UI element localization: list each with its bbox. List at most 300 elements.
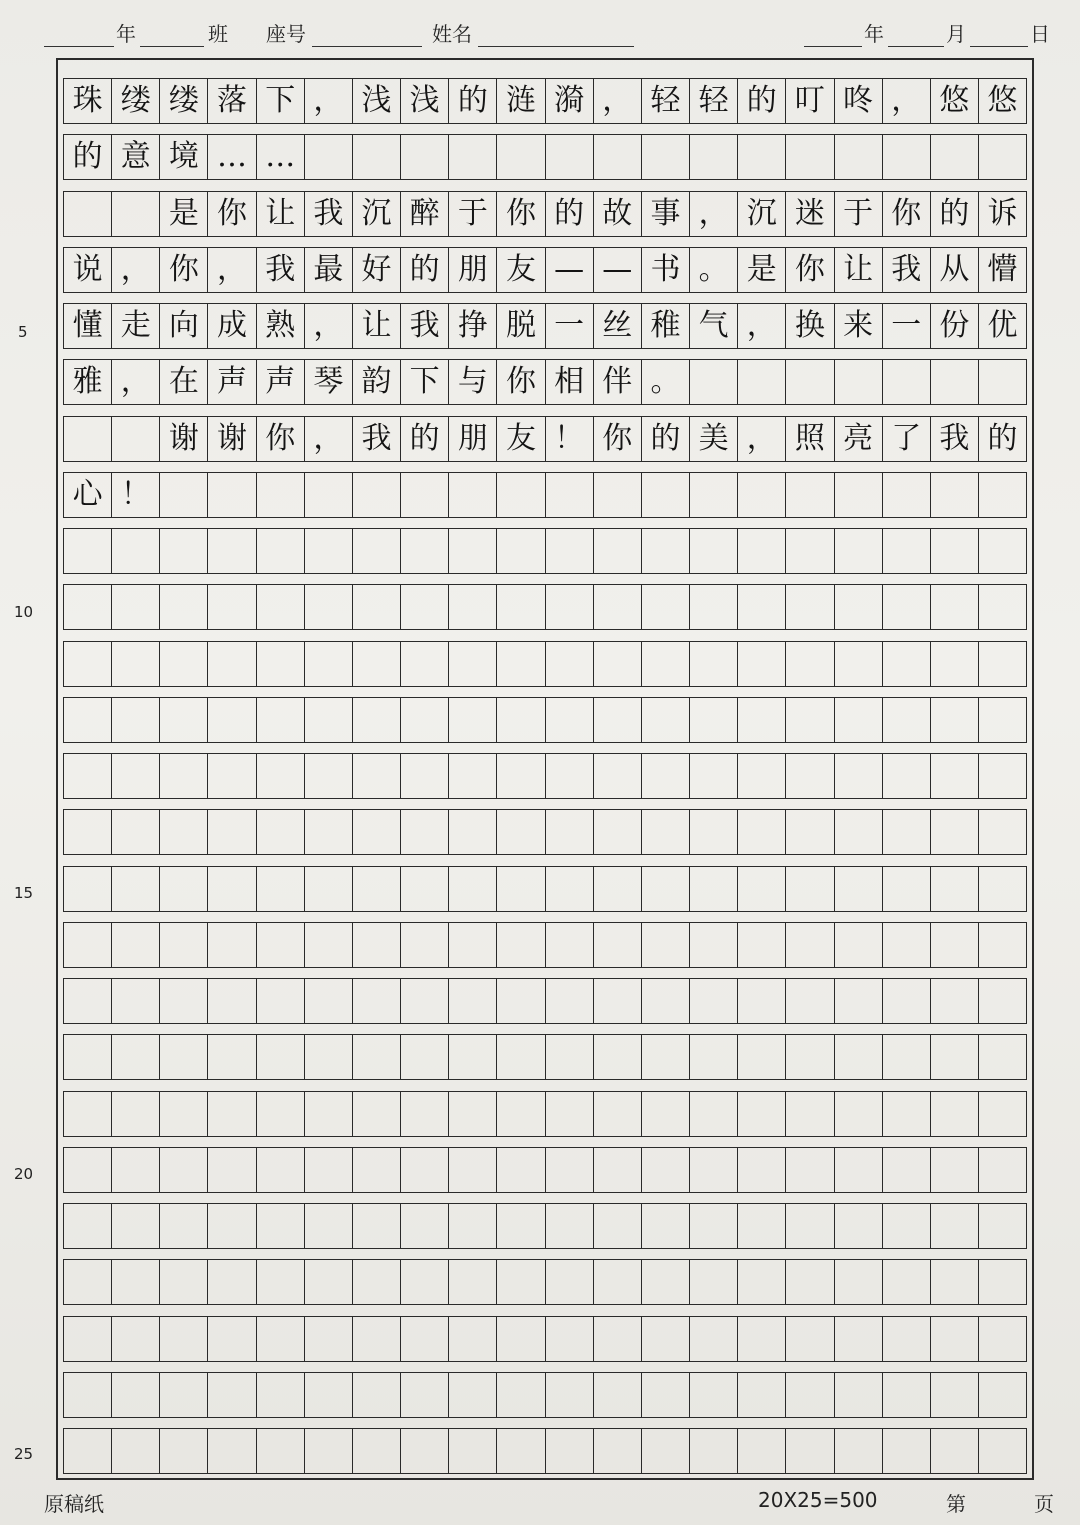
grid-cell[interactable] bbox=[353, 867, 401, 911]
grid-cell[interactable] bbox=[931, 1204, 979, 1248]
grid-cell[interactable] bbox=[786, 979, 834, 1023]
grid-cell[interactable] bbox=[979, 360, 1027, 404]
grid-cell[interactable]: ， bbox=[208, 248, 256, 292]
grid-cell[interactable] bbox=[449, 642, 497, 686]
grid-cell[interactable] bbox=[112, 810, 160, 854]
grid-cell[interactable] bbox=[690, 1148, 738, 1192]
grid-cell[interactable]: 让 bbox=[353, 304, 401, 348]
grid-cell[interactable] bbox=[738, 754, 786, 798]
grid-cell[interactable] bbox=[835, 923, 883, 967]
grid-cell[interactable] bbox=[883, 360, 931, 404]
grid-cell[interactable] bbox=[63, 698, 112, 742]
grid-cell[interactable] bbox=[353, 698, 401, 742]
grid-cell[interactable] bbox=[979, 1317, 1027, 1361]
grid-cell[interactable]: 谢 bbox=[160, 417, 208, 461]
grid-cell[interactable] bbox=[690, 1204, 738, 1248]
grid-cell[interactable] bbox=[63, 1148, 112, 1192]
grid-cell[interactable] bbox=[931, 135, 979, 179]
grid-cell[interactable]: 故 bbox=[594, 192, 642, 236]
grid-cell[interactable] bbox=[786, 867, 834, 911]
grid-cell[interactable] bbox=[497, 135, 545, 179]
grid-cell[interactable] bbox=[738, 1373, 786, 1417]
grid-cell[interactable] bbox=[738, 979, 786, 1023]
grid-cell[interactable] bbox=[931, 529, 979, 573]
grid-cell[interactable] bbox=[305, 473, 353, 517]
grid-cell[interactable] bbox=[594, 923, 642, 967]
grid-cell[interactable] bbox=[979, 1035, 1027, 1079]
grid-cell[interactable] bbox=[160, 1373, 208, 1417]
grid-cell[interactable] bbox=[931, 1035, 979, 1079]
grid-cell[interactable] bbox=[401, 1092, 449, 1136]
grid-cell[interactable] bbox=[738, 642, 786, 686]
grid-cell[interactable]: 的 bbox=[642, 417, 690, 461]
grid-cell[interactable] bbox=[883, 1260, 931, 1304]
grid-cell[interactable] bbox=[208, 1204, 256, 1248]
grid-cell[interactable] bbox=[883, 1317, 931, 1361]
grid-cell[interactable] bbox=[883, 1429, 931, 1473]
grid-cell[interactable] bbox=[305, 529, 353, 573]
grid-cell[interactable]: ， bbox=[738, 417, 786, 461]
grid-cell[interactable] bbox=[208, 1260, 256, 1304]
grid-cell[interactable]: ， bbox=[594, 79, 642, 123]
grid-cell[interactable] bbox=[63, 529, 112, 573]
grid-cell[interactable] bbox=[497, 473, 545, 517]
grid-cell[interactable] bbox=[738, 135, 786, 179]
grid-cell[interactable] bbox=[835, 979, 883, 1023]
grid-cell[interactable] bbox=[738, 867, 786, 911]
grid-cell[interactable] bbox=[690, 923, 738, 967]
grid-cell[interactable] bbox=[835, 867, 883, 911]
grid-cell[interactable] bbox=[931, 923, 979, 967]
grid-cell[interactable] bbox=[835, 810, 883, 854]
grid-cell[interactable] bbox=[642, 1373, 690, 1417]
grid-cell[interactable] bbox=[401, 1317, 449, 1361]
grid-cell[interactable] bbox=[160, 867, 208, 911]
grid-cell[interactable] bbox=[546, 135, 594, 179]
grid-cell[interactable] bbox=[883, 1204, 931, 1248]
grid-cell[interactable] bbox=[353, 1035, 401, 1079]
grid-cell[interactable] bbox=[835, 1260, 883, 1304]
grid-cell[interactable] bbox=[883, 1035, 931, 1079]
grid-cell[interactable] bbox=[642, 923, 690, 967]
grid-cell[interactable] bbox=[208, 1429, 256, 1473]
grid-cell[interactable] bbox=[835, 585, 883, 629]
blank-line-class[interactable] bbox=[140, 46, 204, 47]
grid-cell[interactable] bbox=[449, 923, 497, 967]
grid-cell[interactable] bbox=[690, 585, 738, 629]
grid-cell[interactable] bbox=[305, 1317, 353, 1361]
grid-cell[interactable] bbox=[835, 1373, 883, 1417]
grid-cell[interactable] bbox=[497, 1429, 545, 1473]
grid-cell[interactable] bbox=[353, 529, 401, 573]
grid-cell[interactable] bbox=[738, 1092, 786, 1136]
grid-cell[interactable] bbox=[449, 135, 497, 179]
grid-cell[interactable] bbox=[401, 1429, 449, 1473]
grid-cell[interactable] bbox=[883, 979, 931, 1023]
grid-cell[interactable]: ！ bbox=[112, 473, 160, 517]
grid-cell[interactable] bbox=[257, 1204, 305, 1248]
grid-cell[interactable] bbox=[690, 642, 738, 686]
grid-cell[interactable]: 懂 bbox=[63, 304, 112, 348]
grid-cell[interactable]: 向 bbox=[160, 304, 208, 348]
grid-cell[interactable] bbox=[786, 810, 834, 854]
grid-cell[interactable] bbox=[979, 585, 1027, 629]
grid-cell[interactable] bbox=[63, 1429, 112, 1473]
grid-cell[interactable] bbox=[353, 135, 401, 179]
grid-cell[interactable] bbox=[594, 1260, 642, 1304]
grid-cell[interactable]: 友 bbox=[497, 248, 545, 292]
grid-cell[interactable] bbox=[160, 810, 208, 854]
grid-cell[interactable] bbox=[112, 867, 160, 911]
grid-cell[interactable] bbox=[546, 473, 594, 517]
grid-cell[interactable]: 一 bbox=[546, 304, 594, 348]
grid-cell[interactable] bbox=[497, 529, 545, 573]
grid-cell[interactable] bbox=[786, 642, 834, 686]
grid-cell[interactable]: 你 bbox=[160, 248, 208, 292]
grid-cell[interactable]: 了 bbox=[883, 417, 931, 461]
grid-cell[interactable] bbox=[642, 1429, 690, 1473]
grid-cell[interactable] bbox=[690, 1092, 738, 1136]
grid-cell[interactable] bbox=[160, 642, 208, 686]
grid-cell[interactable] bbox=[353, 473, 401, 517]
grid-cell[interactable] bbox=[497, 1092, 545, 1136]
grid-cell[interactable] bbox=[401, 473, 449, 517]
grid-cell[interactable] bbox=[835, 1148, 883, 1192]
grid-cell[interactable]: 谢 bbox=[208, 417, 256, 461]
grid-cell[interactable] bbox=[594, 698, 642, 742]
grid-cell[interactable] bbox=[401, 923, 449, 967]
grid-cell[interactable]: 迷 bbox=[786, 192, 834, 236]
grid-cell[interactable] bbox=[786, 135, 834, 179]
grid-cell[interactable] bbox=[835, 642, 883, 686]
grid-cell[interactable] bbox=[979, 1148, 1027, 1192]
grid-cell[interactable] bbox=[835, 1035, 883, 1079]
grid-cell[interactable] bbox=[642, 1148, 690, 1192]
grid-cell[interactable] bbox=[979, 529, 1027, 573]
grid-cell[interactable]: 声 bbox=[257, 360, 305, 404]
grid-cell[interactable] bbox=[738, 1035, 786, 1079]
grid-cell[interactable] bbox=[931, 867, 979, 911]
grid-cell[interactable] bbox=[353, 923, 401, 967]
grid-cell[interactable] bbox=[305, 1035, 353, 1079]
grid-cell[interactable]: 。 bbox=[690, 248, 738, 292]
grid-cell[interactable] bbox=[353, 754, 401, 798]
grid-cell[interactable] bbox=[642, 1317, 690, 1361]
grid-cell[interactable] bbox=[257, 979, 305, 1023]
grid-cell[interactable] bbox=[642, 1092, 690, 1136]
grid-cell[interactable] bbox=[835, 698, 883, 742]
grid-cell[interactable] bbox=[786, 754, 834, 798]
grid-cell[interactable]: 你 bbox=[497, 360, 545, 404]
grid-cell[interactable] bbox=[112, 979, 160, 1023]
grid-cell[interactable] bbox=[63, 754, 112, 798]
grid-cell[interactable] bbox=[401, 867, 449, 911]
grid-cell[interactable] bbox=[979, 1204, 1027, 1248]
grid-cell[interactable] bbox=[690, 754, 738, 798]
grid-cell[interactable]: 走 bbox=[112, 304, 160, 348]
grid-cell[interactable] bbox=[883, 1373, 931, 1417]
grid-cell[interactable] bbox=[63, 810, 112, 854]
grid-cell[interactable] bbox=[931, 473, 979, 517]
grid-cell[interactable] bbox=[208, 1035, 256, 1079]
grid-cell[interactable] bbox=[257, 585, 305, 629]
grid-cell[interactable]: 美 bbox=[690, 417, 738, 461]
grid-cell[interactable] bbox=[401, 642, 449, 686]
grid-cell[interactable] bbox=[63, 979, 112, 1023]
grid-cell[interactable] bbox=[546, 1035, 594, 1079]
grid-cell[interactable] bbox=[546, 1317, 594, 1361]
grid-cell[interactable] bbox=[883, 529, 931, 573]
grid-cell[interactable] bbox=[594, 754, 642, 798]
grid-cell[interactable] bbox=[931, 754, 979, 798]
grid-cell[interactable]: 优 bbox=[979, 304, 1027, 348]
grid-cell[interactable] bbox=[594, 473, 642, 517]
grid-cell[interactable] bbox=[257, 529, 305, 573]
grid-cell[interactable]: 浅 bbox=[353, 79, 401, 123]
grid-cell[interactable] bbox=[883, 642, 931, 686]
grid-cell[interactable] bbox=[305, 754, 353, 798]
grid-cell[interactable] bbox=[931, 585, 979, 629]
blank-line-year[interactable] bbox=[44, 46, 114, 47]
grid-cell[interactable] bbox=[497, 1373, 545, 1417]
grid-cell[interactable] bbox=[449, 585, 497, 629]
grid-cell[interactable] bbox=[208, 1092, 256, 1136]
grid-cell[interactable] bbox=[160, 1148, 208, 1192]
grid-cell[interactable] bbox=[738, 1260, 786, 1304]
grid-cell[interactable] bbox=[208, 473, 256, 517]
grid-cell[interactable] bbox=[257, 1373, 305, 1417]
grid-cell[interactable] bbox=[353, 642, 401, 686]
grid-cell[interactable] bbox=[546, 1429, 594, 1473]
grid-cell[interactable]: 一 bbox=[883, 304, 931, 348]
grid-cell[interactable] bbox=[401, 698, 449, 742]
grid-cell[interactable]: ， bbox=[883, 79, 931, 123]
grid-cell[interactable] bbox=[786, 473, 834, 517]
blank-line-seat[interactable] bbox=[312, 46, 422, 47]
grid-cell[interactable] bbox=[594, 867, 642, 911]
grid-cell[interactable] bbox=[305, 1148, 353, 1192]
grid-cell[interactable] bbox=[112, 585, 160, 629]
grid-cell[interactable] bbox=[835, 1204, 883, 1248]
grid-cell[interactable] bbox=[786, 360, 834, 404]
grid-cell[interactable] bbox=[642, 754, 690, 798]
grid-cell[interactable] bbox=[208, 529, 256, 573]
grid-cell[interactable] bbox=[401, 1373, 449, 1417]
grid-cell[interactable] bbox=[497, 642, 545, 686]
grid-cell[interactable] bbox=[449, 473, 497, 517]
grid-cell[interactable] bbox=[594, 1373, 642, 1417]
grid-cell[interactable] bbox=[786, 1373, 834, 1417]
grid-cell[interactable]: 于 bbox=[449, 192, 497, 236]
grid-cell[interactable]: 伴 bbox=[594, 360, 642, 404]
grid-cell[interactable] bbox=[160, 698, 208, 742]
grid-cell[interactable]: 你 bbox=[883, 192, 931, 236]
grid-cell[interactable] bbox=[112, 1204, 160, 1248]
grid-cell[interactable]: 的 bbox=[931, 192, 979, 236]
grid-cell[interactable]: — bbox=[546, 248, 594, 292]
grid-cell[interactable] bbox=[353, 1373, 401, 1417]
grid-cell[interactable] bbox=[642, 473, 690, 517]
grid-cell[interactable] bbox=[305, 810, 353, 854]
grid-cell[interactable] bbox=[497, 867, 545, 911]
grid-cell[interactable] bbox=[112, 1260, 160, 1304]
grid-cell[interactable]: 叮 bbox=[786, 79, 834, 123]
grid-cell[interactable] bbox=[449, 1317, 497, 1361]
grid-cell[interactable]: ， bbox=[305, 79, 353, 123]
grid-cell[interactable] bbox=[786, 1317, 834, 1361]
grid-cell[interactable] bbox=[883, 1148, 931, 1192]
grid-cell[interactable]: 涟 bbox=[497, 79, 545, 123]
grid-cell[interactable]: 沉 bbox=[738, 192, 786, 236]
grid-cell[interactable] bbox=[353, 585, 401, 629]
grid-cell[interactable] bbox=[63, 1373, 112, 1417]
grid-cell[interactable] bbox=[208, 642, 256, 686]
grid-cell[interactable]: 的 bbox=[63, 135, 112, 179]
grid-cell[interactable] bbox=[208, 698, 256, 742]
grid-cell[interactable] bbox=[835, 1092, 883, 1136]
grid-cell[interactable] bbox=[63, 417, 112, 461]
grid-cell[interactable] bbox=[979, 1092, 1027, 1136]
grid-cell[interactable]: 的 bbox=[449, 79, 497, 123]
grid-cell[interactable] bbox=[208, 810, 256, 854]
grid-cell[interactable] bbox=[257, 754, 305, 798]
grid-cell[interactable] bbox=[594, 585, 642, 629]
grid-cell[interactable] bbox=[112, 417, 160, 461]
grid-cell[interactable] bbox=[112, 698, 160, 742]
grid-cell[interactable] bbox=[786, 1035, 834, 1079]
grid-cell[interactable] bbox=[160, 1035, 208, 1079]
grid-cell[interactable] bbox=[257, 473, 305, 517]
grid-cell[interactable]: 你 bbox=[497, 192, 545, 236]
grid-cell[interactable] bbox=[449, 867, 497, 911]
grid-cell[interactable] bbox=[257, 1429, 305, 1473]
grid-cell[interactable] bbox=[931, 642, 979, 686]
grid-cell[interactable]: — bbox=[594, 248, 642, 292]
grid-cell[interactable] bbox=[112, 1035, 160, 1079]
grid-cell[interactable] bbox=[786, 698, 834, 742]
grid-cell[interactable] bbox=[786, 585, 834, 629]
grid-cell[interactable] bbox=[931, 360, 979, 404]
grid-cell[interactable] bbox=[497, 923, 545, 967]
grid-cell[interactable] bbox=[401, 1204, 449, 1248]
grid-cell[interactable] bbox=[63, 192, 112, 236]
grid-cell[interactable] bbox=[546, 1092, 594, 1136]
grid-cell[interactable] bbox=[690, 867, 738, 911]
grid-cell[interactable] bbox=[642, 1260, 690, 1304]
grid-cell[interactable] bbox=[208, 754, 256, 798]
grid-cell[interactable] bbox=[546, 698, 594, 742]
grid-cell[interactable] bbox=[642, 810, 690, 854]
grid-cell[interactable] bbox=[497, 585, 545, 629]
grid-cell[interactable]: 让 bbox=[257, 192, 305, 236]
grid-cell[interactable] bbox=[112, 1148, 160, 1192]
grid-cell[interactable]: 的 bbox=[738, 79, 786, 123]
grid-cell[interactable] bbox=[353, 979, 401, 1023]
grid-cell[interactable] bbox=[160, 923, 208, 967]
grid-cell[interactable]: 脱 bbox=[497, 304, 545, 348]
grid-cell[interactable] bbox=[642, 1035, 690, 1079]
grid-cell[interactable] bbox=[690, 1260, 738, 1304]
grid-cell[interactable]: 亮 bbox=[835, 417, 883, 461]
grid-cell[interactable]: 缕 bbox=[160, 79, 208, 123]
grid-cell[interactable] bbox=[546, 979, 594, 1023]
grid-cell[interactable] bbox=[546, 529, 594, 573]
grid-cell[interactable] bbox=[883, 810, 931, 854]
grid-cell[interactable] bbox=[738, 1204, 786, 1248]
grid-cell[interactable]: 份 bbox=[931, 304, 979, 348]
grid-cell[interactable]: 来 bbox=[835, 304, 883, 348]
grid-cell[interactable] bbox=[690, 810, 738, 854]
grid-cell[interactable]: 稚 bbox=[642, 304, 690, 348]
grid-cell[interactable] bbox=[786, 1204, 834, 1248]
grid-cell[interactable] bbox=[642, 529, 690, 573]
grid-cell[interactable] bbox=[786, 1092, 834, 1136]
grid-cell[interactable] bbox=[979, 135, 1027, 179]
grid-cell[interactable]: 事 bbox=[642, 192, 690, 236]
grid-cell[interactable] bbox=[63, 585, 112, 629]
grid-cell[interactable] bbox=[738, 360, 786, 404]
grid-cell[interactable]: 悠 bbox=[979, 79, 1027, 123]
grid-cell[interactable]: ， bbox=[112, 248, 160, 292]
grid-cell[interactable] bbox=[497, 754, 545, 798]
grid-cell[interactable]: ， bbox=[738, 304, 786, 348]
grid-cell[interactable] bbox=[546, 810, 594, 854]
grid-cell[interactable] bbox=[401, 810, 449, 854]
grid-cell[interactable] bbox=[594, 1204, 642, 1248]
blank-line-date-month[interactable] bbox=[888, 46, 944, 47]
grid-cell[interactable] bbox=[449, 979, 497, 1023]
grid-cell[interactable]: 声 bbox=[208, 360, 256, 404]
grid-cell[interactable] bbox=[738, 473, 786, 517]
grid-cell[interactable] bbox=[160, 529, 208, 573]
grid-cell[interactable] bbox=[883, 923, 931, 967]
grid-cell[interactable] bbox=[931, 810, 979, 854]
grid-cell[interactable] bbox=[642, 867, 690, 911]
grid-cell[interactable] bbox=[305, 1260, 353, 1304]
grid-cell[interactable] bbox=[63, 1092, 112, 1136]
grid-cell[interactable]: 下 bbox=[401, 360, 449, 404]
grid-cell[interactable]: 韵 bbox=[353, 360, 401, 404]
grid-cell[interactable] bbox=[257, 1092, 305, 1136]
grid-cell[interactable] bbox=[208, 1148, 256, 1192]
grid-cell[interactable] bbox=[112, 642, 160, 686]
grid-cell[interactable]: 诉 bbox=[979, 192, 1027, 236]
grid-cell[interactable]: 挣 bbox=[449, 304, 497, 348]
grid-cell[interactable] bbox=[305, 923, 353, 967]
grid-cell[interactable] bbox=[931, 979, 979, 1023]
grid-cell[interactable]: ， bbox=[690, 192, 738, 236]
grid-cell[interactable] bbox=[786, 1148, 834, 1192]
grid-cell[interactable]: 沉 bbox=[353, 192, 401, 236]
grid-cell[interactable]: 轻 bbox=[642, 79, 690, 123]
grid-cell[interactable] bbox=[594, 135, 642, 179]
grid-cell[interactable] bbox=[642, 585, 690, 629]
grid-cell[interactable] bbox=[979, 810, 1027, 854]
grid-cell[interactable] bbox=[401, 1148, 449, 1192]
grid-cell[interactable] bbox=[738, 698, 786, 742]
grid-cell[interactable]: 熟 bbox=[257, 304, 305, 348]
grid-cell[interactable]: 懵 bbox=[979, 248, 1027, 292]
grid-cell[interactable] bbox=[449, 1092, 497, 1136]
grid-cell[interactable] bbox=[931, 1260, 979, 1304]
grid-cell[interactable]: 与 bbox=[449, 360, 497, 404]
grid-cell[interactable] bbox=[786, 1429, 834, 1473]
grid-cell[interactable] bbox=[738, 1148, 786, 1192]
grid-cell[interactable]: 丝 bbox=[594, 304, 642, 348]
grid-cell[interactable] bbox=[160, 1429, 208, 1473]
grid-cell[interactable] bbox=[112, 1317, 160, 1361]
grid-cell[interactable] bbox=[594, 1035, 642, 1079]
